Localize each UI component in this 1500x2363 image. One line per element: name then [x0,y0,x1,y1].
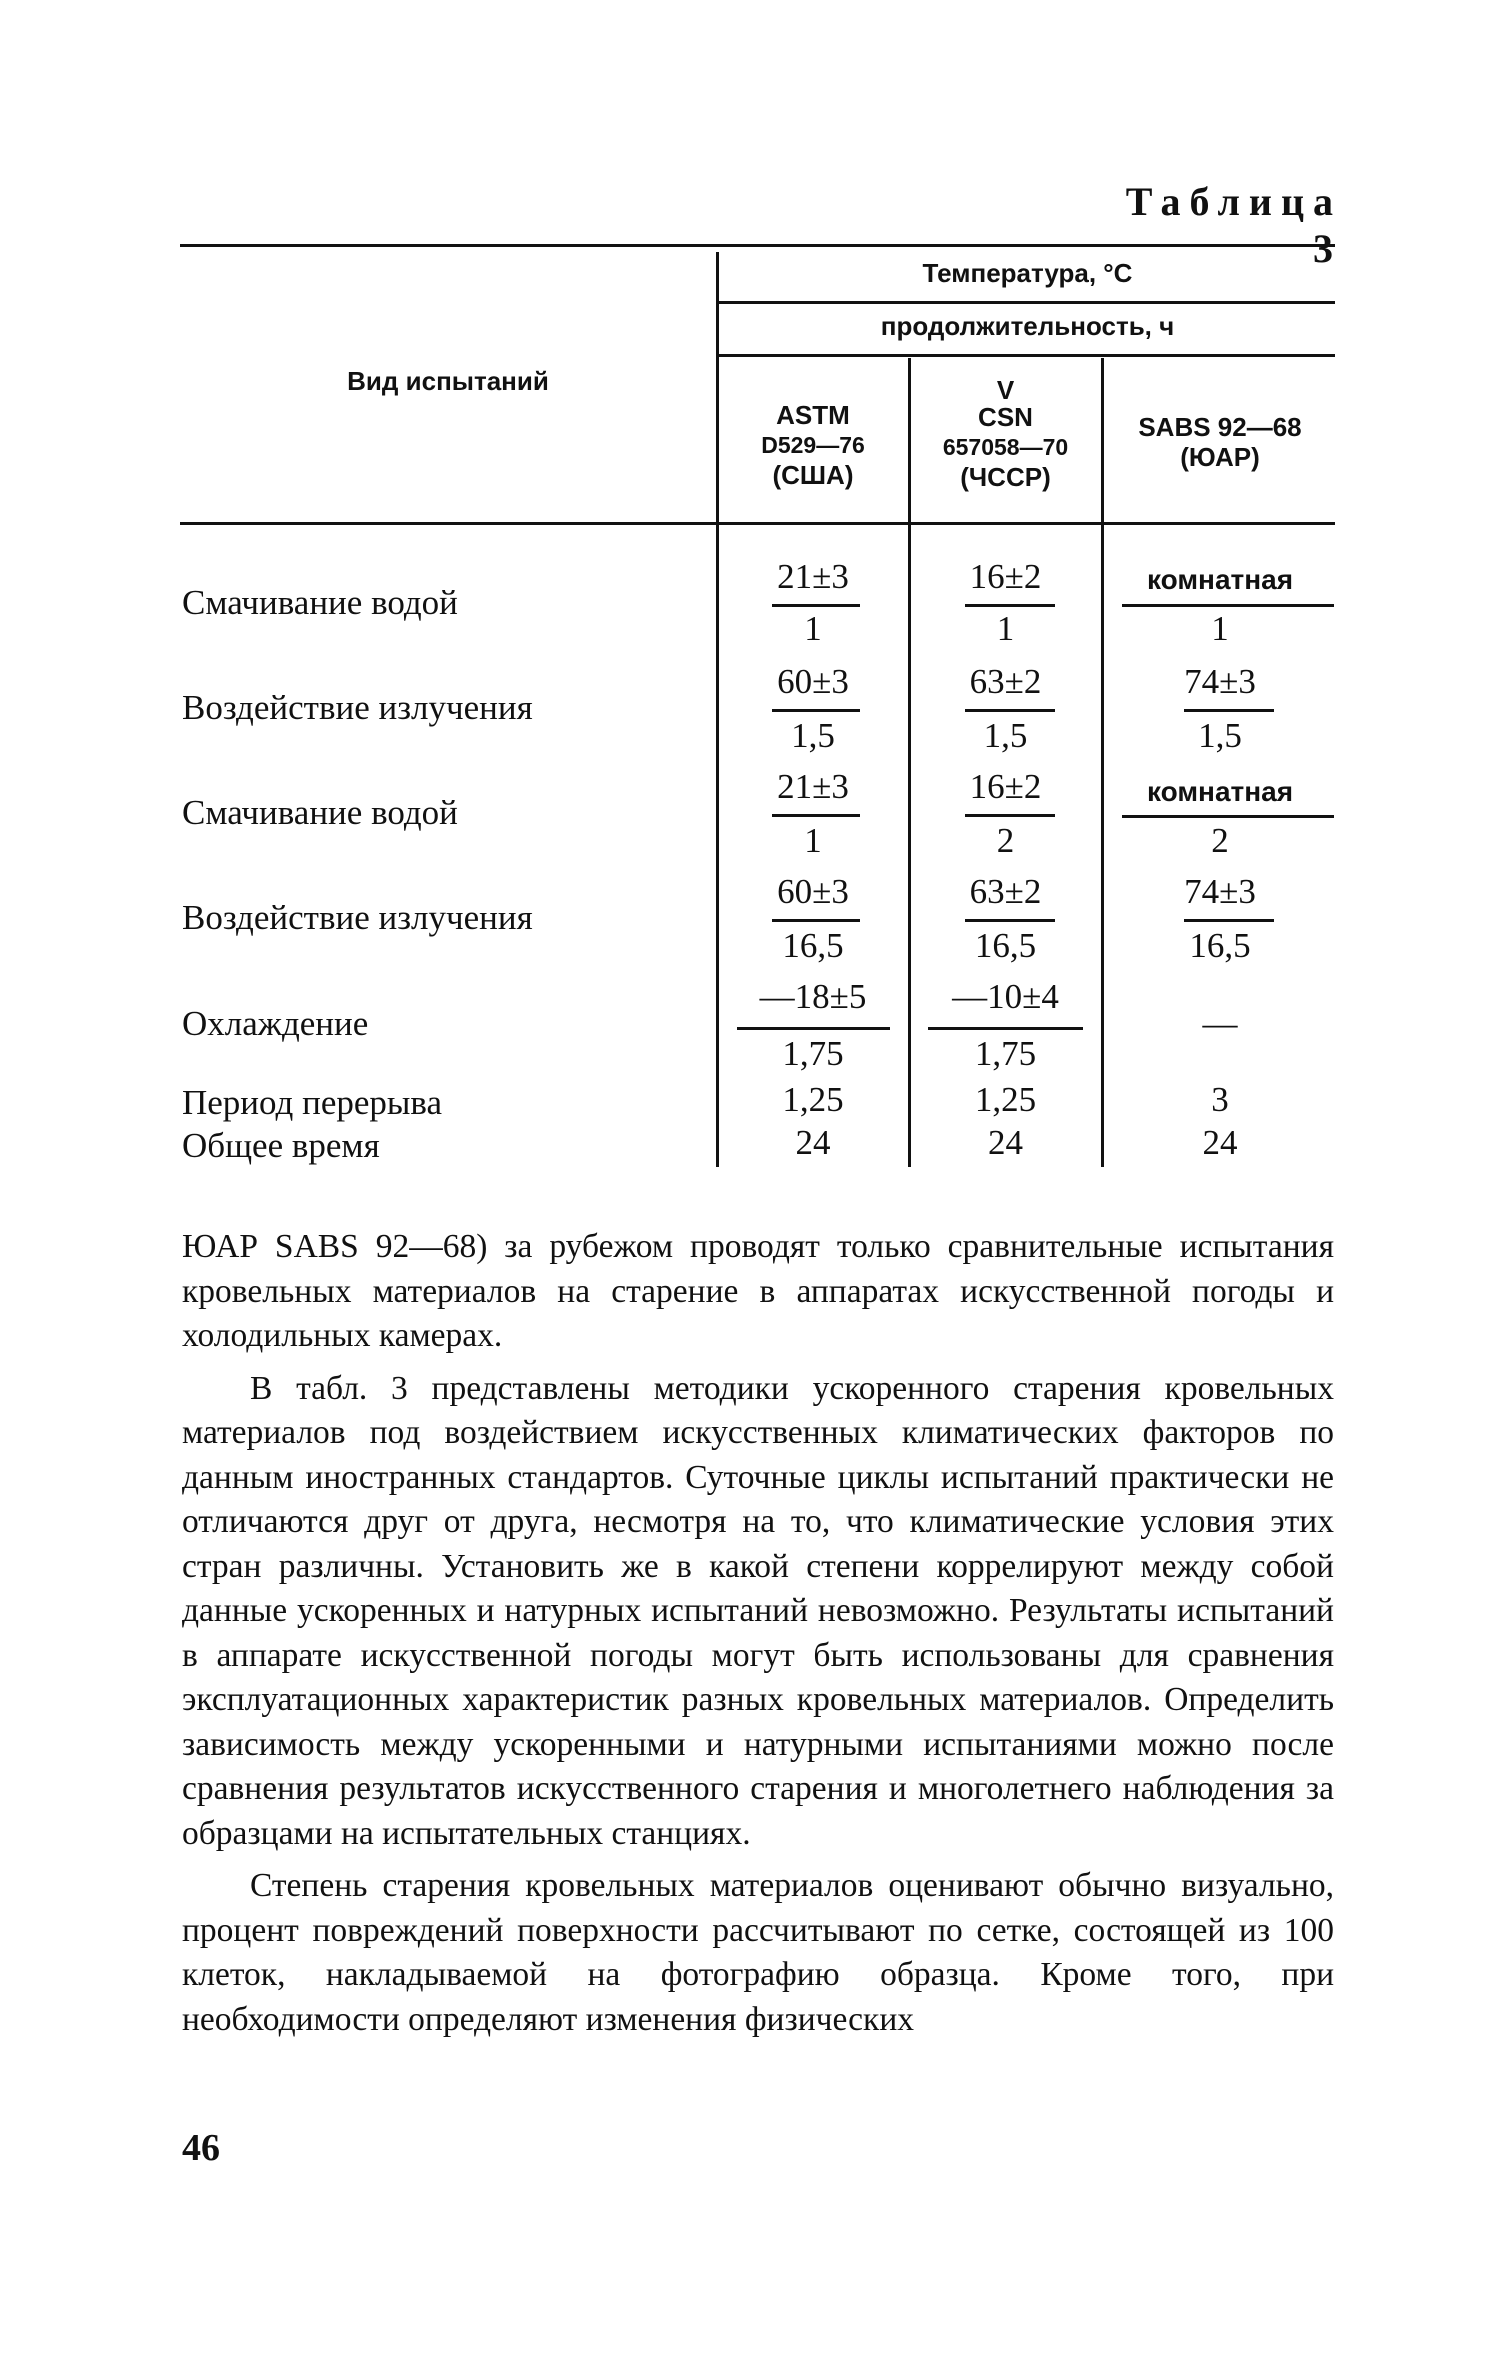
cell-duration: 1 [804,821,822,860]
cell-duration: 2 [996,821,1015,860]
fraction-bar [772,919,860,922]
cell-temperature: 21±3 [777,767,849,806]
cell-temperature: 60±3 [777,872,849,911]
cell-value: 1,25 [782,1080,844,1119]
header-standard-csn [912,375,1099,492]
standard-line: (ЧССР) [960,462,1051,492]
fraction-bar [965,604,1055,607]
header-bottom-rule [180,522,1335,525]
table-title: Таблица 3 [1125,179,1342,271]
cell-temperature: 21±3 [777,557,849,596]
cell-duration: 1,5 [1198,716,1242,755]
header-temperature: Температура, °С [922,258,1133,288]
table-top-rule [180,244,1335,247]
cell-temperature: 63±2 [969,872,1042,911]
header-duration: продолжительность, ч [880,311,1175,341]
cell-temperature: 60±3 [777,662,849,701]
row-label: Период перерыва [182,1083,443,1122]
standard-line: ASTM [776,400,850,430]
cell-temperature: 74±3 [1184,872,1256,911]
cell-temperature: —10±4 [952,977,1059,1016]
cell-temperature: комнатная [1146,564,1294,595]
row-label: Охлаждение [182,1004,369,1043]
cell-duration: 1,5 [791,716,835,755]
fraction-bar [1122,604,1334,607]
cell-temperature: 63±2 [969,662,1042,701]
paragraph: ЮАР SABS 92—68) за рубежом проводят только сравнительные испытания кровельных материалов на старение в аппаратах искусственной погоды и холодильных камерах. [182,1228,1334,1354]
cell-temperature: 16±2 [969,557,1042,596]
standard-line: (США) [772,460,854,490]
cell-value: 24 [1202,1123,1238,1162]
standard-line: CSN [978,402,1033,432]
standard-line: (ЮАР) [1180,442,1260,472]
cell-value: 24 [988,1123,1023,1162]
fraction-bar [1184,919,1274,922]
standard-line: SABS 92—68 [1138,412,1302,442]
fraction-bar [965,814,1055,817]
row-label: Смачивание водой [182,583,458,622]
cell-duration: 1 [804,609,822,648]
header-standard-astm [720,400,906,490]
cell-temperature: 16±2 [969,767,1042,806]
fraction-bar [1184,709,1274,712]
cell-duration: 2 [1211,821,1229,860]
fraction-bar [772,709,860,712]
header-group-rule [718,301,1335,304]
cell-value: — [1202,1004,1238,1043]
row-label: Воздействие излучения [182,688,533,727]
cell-value: 3 [1211,1080,1229,1119]
cell-temperature: —18±5 [759,977,867,1016]
header-standards-rule [718,354,1335,357]
fraction-bar [772,814,860,817]
page-number: 46 [182,2127,220,2169]
header-standard-sabs [1105,412,1335,472]
body-text [182,1225,1334,2042]
column-rule-2 [908,358,911,1167]
cell-value: 1,25 [974,1080,1037,1119]
fraction-bar [772,604,860,607]
standard-line: D529—76 [761,432,865,458]
cell-duration: 1,75 [974,1034,1037,1073]
fraction-bar [965,709,1055,712]
cell-duration: 16,5 [1189,926,1251,965]
fraction-bar [737,1027,890,1030]
standard-line: V [996,375,1015,405]
row-label: Смачивание водой [182,793,458,832]
fraction-bar [1122,815,1334,818]
cell-duration: 1 [1211,609,1229,648]
column-rule-3 [1101,358,1104,1167]
cell-duration: 16,5 [974,926,1037,965]
cell-temperature: 74±3 [1184,662,1256,701]
cell-temperature: комнатная [1146,776,1294,807]
paragraph: В табл. 3 представлены методики ускоренного старения кровельных материалов под воздействием искусственных климатических факторов по данным иностранных стандартов. Суточные циклы испытаний практически не отличаются друг от друга, несмотря на то, что климатические условия этих стран различны. Установить же в какой степени коррелируют между собой данные ускоренных и натурных испытаний невозможно. Результаты испытаний в аппарате искусственной погоды могут быть использованы для сравнения эксплуатационных характеристик разных кровельных материалов. Определить зависимость между ускоренными и натурными испытаниями можно после сравнения результатов искусственного старения и многолетнего наблюдения за образцами на испытательных станциях. [182,1369,1334,1852]
row-label: Воздействие излучения [182,898,533,937]
cell-duration: 1,5 [983,716,1028,755]
row-label: Общее время [182,1126,380,1165]
cell-duration: 1,75 [782,1034,844,1073]
cell-duration: 16,5 [782,926,844,965]
fraction-bar [928,1027,1083,1030]
cell-value: 24 [795,1123,831,1162]
fraction-bar [965,919,1055,922]
header-row-label: Вид испытаний [347,366,549,396]
paragraph: Степень старения кровельных материалов оценивают обычно визуально, процент повреждений поверхности рассчитывают по сетке, состоящей из 100 клеток, накладываемой на фотографию образца. Кроме того, при необходимости определяют изменения физических [182,1867,1334,2038]
cell-duration: 1 [996,609,1015,648]
standard-line: 657058—70 [942,434,1069,460]
column-rule-1 [716,252,719,1167]
